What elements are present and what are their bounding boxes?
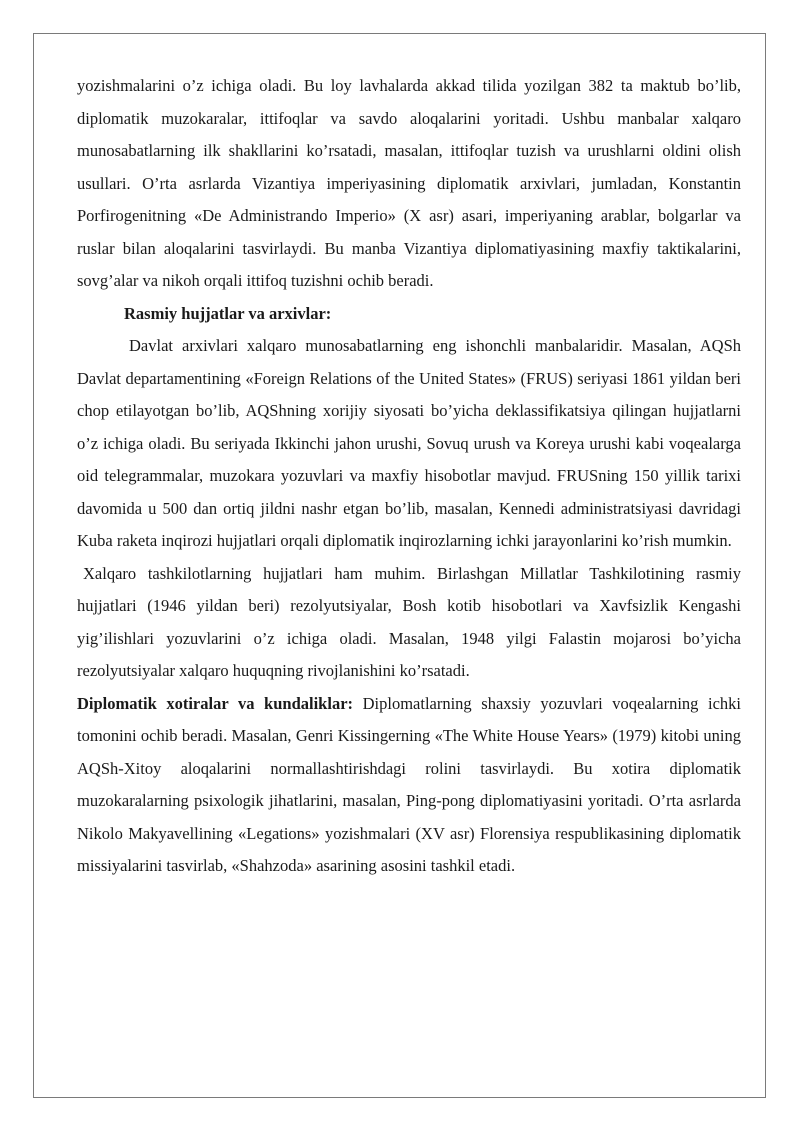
paragraph-state-archives: Davlat arxivlari xalqaro munosabatlarning eng ishonchli manbalaridir. Masalan, AQSh Davlat departamentining «Foreign Relations of the United States» (FRUS) seriyasi 1861 yildan beri chop etilayotgan bo’lib, AQShning xorijiy siyosati bo’yicha deklassifikatsiya qilingan hujjatlarni o’z ichiga oladi. Bu seriyada Ikkinchi jahon urushi, Sovuq urush va Koreya urushi kabi voqealarga oid telegrammalar, muzokara yozuvlari va maxfiy hisobotlar mavjud. FRUSning 150 yillik tarixi davomida u 500 dan ortiq jildni nashr etgan bo’lib, masalan, Kennedi administratsiyasi davridagi Kuba raketa inqirozi hujjatlari orqali diplomatik inqirozlarning ichki jarayonlarini ko’rish mumkin. bbox=[77, 336, 741, 550]
paragraph-diplomatic-memoirs bbox=[77, 688, 741, 883]
section-heading-official-documents bbox=[77, 298, 741, 331]
memoirs-text: Diplomatlarning shaxsiy yozuvlari voqealarning ichki tomonini ochib beradi. Masalan, Genri Kissingerning «The White House Years» (1979) kitobi uning AQSh-Xitoy aloqalarini normallashtirishdagi rolini tasvirlaydi. Bu xotira diplomatik muzokaralarning psixologik jihatlarini, masalan, Ping-pong diplomatiyasini yoritadi. O’rta asrlarda Nikolo Makyavellining «Legations» yozishmalari (XV asr) Florensiya respublikasining diplomatik missiyalarini tasvirlab, «Shahzoda» asarining asosini tashkil etadi. bbox=[77, 693, 741, 875]
heading-text: Rasmiy hujjatlar va arxivlar: bbox=[124, 303, 332, 323]
section-heading-diplomatic-memoirs: Diplomatik xotiralar va kundaliklar: bbox=[77, 693, 354, 713]
paragraph-amarna-byzantium: yozishmalarini o’z ichiga oladi. Bu loy lavhalarda akkad tilida yozilgan 382 ta maktub bo’lib, diplomatik muzokaralar, ittifoqlar va savdo aloqalarini yoritadi. Ushbu manbalar xalqaro munosabatlarning ilk shakllarini ko’rsatadi, masalan, ittifoqlar tuzish va urushlarni oldini olish usullari. O’rta asrlarda Vizantiya imperiyasining diplomatik arxivlari, jumladan, Konstantin Porfirogenitning «De Administrando Imperio» (X asr) asari, imperiyaning arablar, bolgarlar va ruslar bilan aloqalarini tasvirlaydi. Bu manba Vizantiya diplomatiyasining maxfiy taktikalarini, sovg’alar va nikoh orqali ittifoq tuzishni ochib beradi. bbox=[77, 76, 741, 290]
document-body bbox=[77, 70, 741, 883]
paragraph-international-organizations: Xalqaro tashkilotlarning hujjatlari ham muhim. Birlashgan Millatlar Tashkilotining rasmiy hujjatlari (1946 yildan beri) rezolyutsiyalar, Bosh kotib hisobotlari va Xavfsizlik Kengashi yig’ilishlari yozuvlarini o’z ichiga oladi. Masalan, 1948 yilgi Falastin mojarosi bo’yicha rezolyutsiyalar xalqaro huquqning rivojlanishini ko’rsatadi. bbox=[77, 563, 741, 680]
